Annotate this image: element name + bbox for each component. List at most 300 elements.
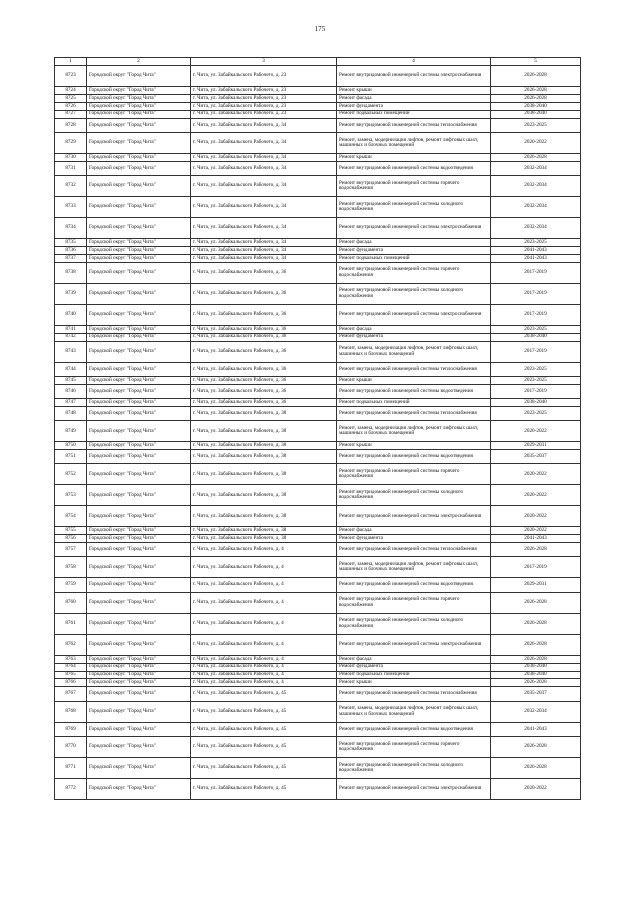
- period-cell: 2026-2028: [491, 592, 581, 613]
- municipality-cell: Городской округ "Город Чита": [87, 592, 191, 613]
- period-cell: 2035-2037: [491, 450, 581, 464]
- row-number: 8728: [55, 118, 87, 132]
- period-cell: 2017-2019: [491, 304, 581, 325]
- municipality-cell: Городской округ "Город Чита": [87, 132, 191, 153]
- works-table: [54, 57, 581, 800]
- work-type-cell: Ремонт фундамента: [337, 246, 491, 254]
- address-cell: г. Чита, ул. Забайкальского Рабочего, д. 36: [191, 384, 337, 398]
- municipality-cell: Городской округ "Город Чита": [87, 376, 191, 384]
- table-row: [55, 66, 581, 87]
- municipality-cell: Городской округ "Город Чита": [87, 464, 191, 485]
- row-number: 8772: [55, 778, 87, 799]
- municipality-cell: Городской округ "Город Чита": [87, 671, 191, 679]
- table-row: [55, 218, 581, 239]
- row-number: 8730: [55, 153, 87, 161]
- row-number: 8769: [55, 722, 87, 736]
- row-number: 8746: [55, 384, 87, 398]
- table-row: [55, 262, 581, 283]
- row-number: 8739: [55, 283, 87, 304]
- row-number: 8765: [55, 671, 87, 679]
- municipality-cell: Городской округ "Город Чита": [87, 687, 191, 701]
- row-number: 8731: [55, 161, 87, 175]
- period-cell: 2026-2028: [491, 66, 581, 87]
- period-cell: 2026-2028: [491, 655, 581, 663]
- table-row: [55, 722, 581, 736]
- table-row: [55, 283, 581, 304]
- table-row: [55, 687, 581, 701]
- period-cell: 2026-2028: [491, 94, 581, 102]
- period-cell: 2023-2025: [491, 325, 581, 333]
- work-type-cell: Ремонт внутридомовой инженерной системы электроснабжения: [337, 218, 491, 239]
- address-cell: г. Чита, ул. Забайкальского Рабочего, д. 38: [191, 506, 337, 527]
- address-cell: г. Чита, ул. Забайкальского Рабочего, д. 38: [191, 485, 337, 506]
- address-cell: г. Чита, ул. Забайкальского Рабочего, д. 45: [191, 736, 337, 757]
- work-type-cell: Ремонт внутридомовой инженерной системы горячего водоснабжения: [337, 736, 491, 757]
- work-type-cell: Ремонт, замена, модернизация лифтов, ремонт лифтовых шахт, машинных и блочных помещений: [337, 132, 491, 153]
- municipality-cell: Городской округ "Город Чита": [87, 362, 191, 376]
- period-cell: 2041-2043: [491, 722, 581, 736]
- address-cell: г. Чита, ул. Забайкальского Рабочего, д. 36: [191, 398, 337, 406]
- table-row: [55, 333, 581, 341]
- table-row: [55, 362, 581, 376]
- row-number: 8743: [55, 341, 87, 362]
- row-number: 8759: [55, 578, 87, 592]
- municipality-cell: Городской округ "Город Чита": [87, 613, 191, 634]
- municipality-cell: Городской округ "Город Чита": [87, 722, 191, 736]
- municipality-cell: Городской округ "Город Чита": [87, 153, 191, 161]
- table-row: [55, 376, 581, 384]
- address-cell: г. Чита, ул. Забайкальского Рабочего, д. 36: [191, 362, 337, 376]
- row-number: 8740: [55, 304, 87, 325]
- row-number: 8729: [55, 132, 87, 153]
- address-cell: г. Чита, ул. Забайкальского Рабочего, д. 4: [191, 613, 337, 634]
- work-type-cell: Ремонт крыши: [337, 376, 491, 384]
- municipality-cell: Городской округ "Город Чита": [87, 384, 191, 398]
- municipality-cell: Городской округ "Город Чита": [87, 442, 191, 450]
- page-number: 175: [314, 25, 326, 33]
- work-type-cell: Ремонт внутридомовой инженерной системы горячего водоснабжения: [337, 464, 491, 485]
- period-cell: 2026-2028: [491, 87, 581, 95]
- row-number: 8727: [55, 110, 87, 118]
- address-cell: г. Чита, ул. Забайкальского Рабочего, д. 4: [191, 634, 337, 655]
- row-number: 8723: [55, 66, 87, 87]
- address-cell: г. Чита, ул. Забайкальского Рабочего, д. 4: [191, 679, 337, 687]
- municipality-cell: Городской округ "Город Чита": [87, 450, 191, 464]
- period-cell: 2023-2025: [491, 118, 581, 132]
- table-row: [55, 398, 581, 406]
- address-cell: г. Чита, ул. Забайкальского Рабочего, д. 36: [191, 304, 337, 325]
- municipality-cell: Городской округ "Город Чита": [87, 634, 191, 655]
- period-cell: 2023-2025: [491, 376, 581, 384]
- work-type-cell: Ремонт крыши: [337, 153, 491, 161]
- address-cell: г. Чита, ул. Забайкальского Рабочего, д. 34: [191, 161, 337, 175]
- row-number: 8725: [55, 94, 87, 102]
- table-row: [55, 778, 581, 799]
- period-cell: 2032-2034: [491, 701, 581, 722]
- row-number: 8750: [55, 442, 87, 450]
- table-row: [55, 613, 581, 634]
- table-row: [55, 176, 581, 197]
- municipality-cell: Городской округ "Город Чита": [87, 578, 191, 592]
- work-type-cell: Ремонт фундамента: [337, 663, 491, 671]
- period-cell: 2023-2025: [491, 362, 581, 376]
- municipality-cell: Городской округ "Город Чита": [87, 102, 191, 110]
- address-cell: г. Чита, ул. Забайкальского Рабочего, д. 45: [191, 722, 337, 736]
- period-cell: 2026-2028: [491, 679, 581, 687]
- period-cell: 2026-2028: [491, 757, 581, 778]
- address-cell: г. Чита, ул. Забайкальского Рабочего, д. 45: [191, 757, 337, 778]
- work-type-cell: Ремонт внутридомовой инженерной системы теплоснабжения: [337, 118, 491, 132]
- table-row: [55, 161, 581, 175]
- period-cell: 2017-2019: [491, 341, 581, 362]
- address-cell: г. Чита, ул. Забайкальского Рабочего, д. 45: [191, 778, 337, 799]
- period-cell: 2017-2019: [491, 384, 581, 398]
- row-number: 8726: [55, 102, 87, 110]
- row-number: 8771: [55, 757, 87, 778]
- work-type-cell: Ремонт крыши: [337, 87, 491, 95]
- work-type-cell: Ремонт внутридомовой инженерной системы теплоснабжения: [337, 543, 491, 557]
- work-type-cell: Ремонт, замена, модернизация лифтов, ремонт лифтовых шахт, машинных и блочных помещений: [337, 421, 491, 442]
- period-cell: 2038-2040: [491, 663, 581, 671]
- period-cell: 2038-2040: [491, 398, 581, 406]
- municipality-cell: Городской округ "Город Чита": [87, 246, 191, 254]
- work-type-cell: Ремонт фундамента: [337, 535, 491, 543]
- table-row: [55, 304, 581, 325]
- header-col-2: 2: [87, 58, 191, 66]
- municipality-cell: Городской округ "Город Чита": [87, 197, 191, 218]
- address-cell: г. Чита, ул. Забайкальского Рабочего, д. 38: [191, 535, 337, 543]
- table-row: [55, 197, 581, 218]
- table-row: [55, 406, 581, 420]
- municipality-cell: Городской округ "Город Чита": [87, 283, 191, 304]
- row-number: 8747: [55, 398, 87, 406]
- address-cell: г. Чита, ул. Забайкальского Рабочего, д. 38: [191, 527, 337, 535]
- period-cell: 2026-2028: [491, 613, 581, 634]
- row-number: 8732: [55, 176, 87, 197]
- municipality-cell: Городской округ "Город Чита": [87, 543, 191, 557]
- table-row: [55, 239, 581, 247]
- table-row: [55, 464, 581, 485]
- row-number: 8751: [55, 450, 87, 464]
- period-cell: 2032-2034: [491, 161, 581, 175]
- row-number: 8744: [55, 362, 87, 376]
- period-cell: 2026-2028: [491, 153, 581, 161]
- address-cell: г. Чита, ул. Забайкальского Рабочего, д. 34: [191, 218, 337, 239]
- work-type-cell: Ремонт внутридомовой инженерной системы водоотведения: [337, 384, 491, 398]
- table-row: [55, 384, 581, 398]
- work-type-cell: Ремонт, замена, модернизация лифтов, ремонт лифтовых шахт, машинных и блочных помещений: [337, 341, 491, 362]
- row-number: 8763: [55, 655, 87, 663]
- work-type-cell: Ремонт внутридомовой инженерной системы теплоснабжения: [337, 406, 491, 420]
- period-cell: 2038-2040: [491, 102, 581, 110]
- municipality-cell: Городской округ "Город Чита": [87, 701, 191, 722]
- row-number: 8737: [55, 254, 87, 262]
- table-header-row: [55, 58, 581, 66]
- row-number: 8764: [55, 663, 87, 671]
- municipality-cell: Городской округ "Город Чита": [87, 325, 191, 333]
- row-number: 8733: [55, 197, 87, 218]
- municipality-cell: Городской округ "Город Чита": [87, 341, 191, 362]
- row-number: 8749: [55, 421, 87, 442]
- table-row: [55, 578, 581, 592]
- table-row: [55, 671, 581, 679]
- municipality-cell: Городской округ "Город Чита": [87, 239, 191, 247]
- row-number: 8757: [55, 543, 87, 557]
- period-cell: 2020-2022: [491, 132, 581, 153]
- work-type-cell: Ремонт внутридомовой инженерной системы электроснабжения: [337, 634, 491, 655]
- period-cell: 2020-2022: [491, 506, 581, 527]
- municipality-cell: Городской округ "Город Чита": [87, 757, 191, 778]
- address-cell: г. Чита, ул. Забайкальского Рабочего, д. 36: [191, 262, 337, 283]
- address-cell: г. Чита, ул. Забайкальского Рабочего, д. 36: [191, 333, 337, 341]
- municipality-cell: Городской округ "Город Чита": [87, 218, 191, 239]
- row-number: 8745: [55, 376, 87, 384]
- period-cell: 2029-2031: [491, 578, 581, 592]
- municipality-cell: Городской округ "Город Чита": [87, 110, 191, 118]
- work-type-cell: Ремонт внутридомовой инженерной системы электроснабжения: [337, 506, 491, 527]
- header-col-1: 1: [55, 58, 87, 66]
- table-row: [55, 442, 581, 450]
- row-number: 8768: [55, 701, 87, 722]
- municipality-cell: Городской округ "Город Чита": [87, 655, 191, 663]
- row-number: 8762: [55, 634, 87, 655]
- table-row: [55, 87, 581, 95]
- table-row: [55, 132, 581, 153]
- period-cell: 2017-2019: [491, 557, 581, 578]
- work-type-cell: Ремонт фасада: [337, 94, 491, 102]
- address-cell: г. Чита, ул. Забайкальского Рабочего, д. 23: [191, 110, 337, 118]
- row-number: 8742: [55, 333, 87, 341]
- period-cell: 2017-2019: [491, 283, 581, 304]
- row-number: 8766: [55, 679, 87, 687]
- table-row: [55, 634, 581, 655]
- row-number: 8767: [55, 687, 87, 701]
- work-type-cell: Ремонт внутридомовой инженерной системы холодного водоснабжения: [337, 283, 491, 304]
- work-type-cell: Ремонт крыши: [337, 442, 491, 450]
- municipality-cell: Городской округ "Город Чита": [87, 736, 191, 757]
- period-cell: 2020-2022: [491, 527, 581, 535]
- period-cell: 2020-2022: [491, 464, 581, 485]
- municipality-cell: Городской округ "Город Чита": [87, 398, 191, 406]
- table-row: [55, 543, 581, 557]
- address-cell: г. Чита, ул. Забайкальского Рабочего, д. 34: [191, 153, 337, 161]
- address-cell: г. Чита, ул. Забайкальского Рабочего, д. 34: [191, 239, 337, 247]
- work-type-cell: Ремонт внутридомовой инженерной системы электроснабжения: [337, 304, 491, 325]
- table-row: [55, 485, 581, 506]
- table-row: [55, 757, 581, 778]
- period-cell: 2026-2028: [491, 543, 581, 557]
- municipality-cell: Городской округ "Город Чита": [87, 663, 191, 671]
- address-cell: г. Чита, ул. Забайкальского Рабочего, д. 23: [191, 66, 337, 87]
- table-row: [55, 535, 581, 543]
- address-cell: г. Чита, ул. Забайкальского Рабочего, д. 34: [191, 118, 337, 132]
- row-number: 8734: [55, 218, 87, 239]
- row-number: 8756: [55, 535, 87, 543]
- table-row: [55, 325, 581, 333]
- address-cell: г. Чита, ул. Забайкальского Рабочего, д. 34: [191, 197, 337, 218]
- period-cell: 2041-2043: [491, 254, 581, 262]
- period-cell: 2023-2025: [491, 406, 581, 420]
- period-cell: 2041-2043: [491, 535, 581, 543]
- address-cell: г. Чита, ул. Забайкальского Рабочего, д. 4: [191, 655, 337, 663]
- row-number: 8741: [55, 325, 87, 333]
- address-cell: г. Чита, ул. Забайкальского Рабочего, д. 4: [191, 543, 337, 557]
- period-cell: 2026-2028: [491, 736, 581, 757]
- row-number: 8752: [55, 464, 87, 485]
- row-number: 8724: [55, 87, 87, 95]
- table-row: [55, 592, 581, 613]
- address-cell: г. Чита, ул. Забайкальского Рабочего, д. 38: [191, 406, 337, 420]
- municipality-cell: Городской округ "Город Чита": [87, 557, 191, 578]
- work-type-cell: Ремонт внутридомовой инженерной системы водоотведения: [337, 578, 491, 592]
- address-cell: г. Чита, ул. Забайкальского Рабочего, д. 36: [191, 376, 337, 384]
- period-cell: 2020-2022: [491, 778, 581, 799]
- row-number: 8736: [55, 246, 87, 254]
- period-cell: 2038-2040: [491, 110, 581, 118]
- address-cell: г. Чита, ул. Забайкальского Рабочего, д. 36: [191, 283, 337, 304]
- period-cell: 2017-2019: [491, 262, 581, 283]
- address-cell: г. Чита, ул. Забайкальского Рабочего, д. 34: [191, 132, 337, 153]
- period-cell: 2023-2025: [491, 239, 581, 247]
- address-cell: г. Чита, ул. Забайкальского Рабочего, д. 23: [191, 94, 337, 102]
- period-cell: 2032-2034: [491, 176, 581, 197]
- row-number: 8735: [55, 239, 87, 247]
- table-row: [55, 527, 581, 535]
- table-row: [55, 102, 581, 110]
- table-row: [55, 663, 581, 671]
- period-cell: 2029-2031: [491, 442, 581, 450]
- municipality-cell: Городской округ "Город Чита": [87, 679, 191, 687]
- address-cell: г. Чита, ул. Забайкальского Рабочего, д. 23: [191, 102, 337, 110]
- period-cell: 2035-2037: [491, 687, 581, 701]
- work-type-cell: Ремонт внутридомовой инженерной системы холодного водоснабжения: [337, 197, 491, 218]
- work-type-cell: Ремонт внутридомовой инженерной системы горячего водоснабжения: [337, 262, 491, 283]
- municipality-cell: Городской округ "Город Чита": [87, 421, 191, 442]
- address-cell: г. Чита, ул. Забайкальского Рабочего, д. 38: [191, 450, 337, 464]
- municipality-cell: Городской округ "Город Чита": [87, 94, 191, 102]
- row-number: 8760: [55, 592, 87, 613]
- municipality-cell: Городской округ "Город Чита": [87, 87, 191, 95]
- work-type-cell: Ремонт, замена, модернизация лифтов, ремонт лифтовых шахт, машинных и блочных помещений: [337, 701, 491, 722]
- work-type-cell: Ремонт фасада: [337, 239, 491, 247]
- period-cell: 2038-2040: [491, 333, 581, 341]
- table-row: [55, 94, 581, 102]
- work-type-cell: Ремонт подвальных помещений: [337, 671, 491, 679]
- row-number: 8754: [55, 506, 87, 527]
- municipality-cell: Городской округ "Город Чита": [87, 254, 191, 262]
- address-cell: г. Чита, ул. Забайкальского Рабочего, д. 4: [191, 578, 337, 592]
- municipality-cell: Городской округ "Город Чита": [87, 304, 191, 325]
- municipality-cell: Городской округ "Город Чита": [87, 333, 191, 341]
- period-cell: 2020-2022: [491, 485, 581, 506]
- period-cell: 2020-2022: [491, 421, 581, 442]
- work-type-cell: Ремонт внутридомовой инженерной системы электроснабжения: [337, 778, 491, 799]
- work-type-cell: Ремонт внутридомовой инженерной системы холодного водоснабжения: [337, 485, 491, 506]
- address-cell: г. Чита, ул. Забайкальского Рабочего, д. 38: [191, 464, 337, 485]
- address-cell: г. Чита, ул. Забайкальского Рабочего, д. 4: [191, 663, 337, 671]
- address-cell: г. Чита, ул. Забайкальского Рабочего, д. 34: [191, 246, 337, 254]
- period-cell: 2026-2028: [491, 634, 581, 655]
- work-type-cell: Ремонт внутридомовой инженерной системы водоотведения: [337, 161, 491, 175]
- municipality-cell: Городской округ "Город Чита": [87, 535, 191, 543]
- municipality-cell: Городской округ "Город Чита": [87, 66, 191, 87]
- address-cell: г. Чита, ул. Забайкальского Рабочего, д. 34: [191, 176, 337, 197]
- address-cell: г. Чита, ул. Забайкальского Рабочего, д. 4: [191, 557, 337, 578]
- table-row: [55, 655, 581, 663]
- table-row: [55, 118, 581, 132]
- address-cell: г. Чита, ул. Забайкальского Рабочего, д. 34: [191, 254, 337, 262]
- row-number: 8738: [55, 262, 87, 283]
- work-type-cell: Ремонт фасада: [337, 527, 491, 535]
- work-type-cell: Ремонт внутридомовой инженерной системы горячего водоснабжения: [337, 592, 491, 613]
- municipality-cell: Городской округ "Город Чита": [87, 262, 191, 283]
- table-row: [55, 341, 581, 362]
- address-cell: г. Чита, ул. Забайкальского Рабочего, д. 23: [191, 87, 337, 95]
- row-number: 8761: [55, 613, 87, 634]
- header-col-5: 5: [491, 58, 581, 66]
- work-type-cell: Ремонт фасада: [337, 325, 491, 333]
- row-number: 8748: [55, 406, 87, 420]
- work-type-cell: Ремонт фундамента: [337, 333, 491, 341]
- work-type-cell: Ремонт внутридомовой инженерной системы водоотведения: [337, 450, 491, 464]
- table-row: [55, 153, 581, 161]
- period-cell: 2032-2034: [491, 197, 581, 218]
- address-cell: г. Чита, ул. Забайкальского Рабочего, д. 38: [191, 421, 337, 442]
- period-cell: 2032-2034: [491, 218, 581, 239]
- work-type-cell: Ремонт внутридомовой инженерной системы электроснабжения: [337, 66, 491, 87]
- address-cell: г. Чита, ул. Забайкальского Рабочего, д. 4: [191, 671, 337, 679]
- address-cell: г. Чита, ул. Забайкальского Рабочего, д. 45: [191, 687, 337, 701]
- municipality-cell: Городской округ "Город Чита": [87, 527, 191, 535]
- table-row: [55, 506, 581, 527]
- table-row: [55, 421, 581, 442]
- municipality-cell: Городской округ "Город Чита": [87, 485, 191, 506]
- period-cell: 2038-2040: [491, 671, 581, 679]
- address-cell: г. Чита, ул. Забайкальского Рабочего, д. 36: [191, 341, 337, 362]
- table-row: [55, 450, 581, 464]
- row-number: 8755: [55, 527, 87, 535]
- address-cell: г. Чита, ул. Забайкальского Рабочего, д. 4: [191, 592, 337, 613]
- municipality-cell: Городской округ "Город Чита": [87, 118, 191, 132]
- municipality-cell: Городской округ "Город Чита": [87, 406, 191, 420]
- row-number: 8753: [55, 485, 87, 506]
- header-col-4: 4: [337, 58, 491, 66]
- work-type-cell: Ремонт внутридомовой инженерной системы водоотведения: [337, 722, 491, 736]
- work-type-cell: Ремонт подвальных помещений: [337, 254, 491, 262]
- work-type-cell: Ремонт внутридомовой инженерной системы теплоснабжения: [337, 362, 491, 376]
- period-cell: 2041-2043: [491, 246, 581, 254]
- table-row: [55, 110, 581, 118]
- table-row: [55, 254, 581, 262]
- municipality-cell: Городской округ "Город Чита": [87, 506, 191, 527]
- address-cell: г. Чита, ул. Забайкальского Рабочего, д. 38: [191, 442, 337, 450]
- work-type-cell: Ремонт крыши: [337, 679, 491, 687]
- municipality-cell: Городской округ "Город Чита": [87, 778, 191, 799]
- work-type-cell: Ремонт фундамента: [337, 102, 491, 110]
- municipality-cell: Городской округ "Город Чита": [87, 176, 191, 197]
- table-row: [55, 557, 581, 578]
- work-type-cell: Ремонт, замена, модернизация лифтов, ремонт лифтовых шахт, машинных и блочных помещений: [337, 557, 491, 578]
- table-row: [55, 736, 581, 757]
- table-row: [55, 679, 581, 687]
- work-type-cell: Ремонт внутридомовой инженерной системы холодного водоснабжения: [337, 757, 491, 778]
- work-type-cell: Ремонт подвальных помещений: [337, 110, 491, 118]
- work-type-cell: Ремонт подвальных помещений: [337, 398, 491, 406]
- work-type-cell: Ремонт внутридомовой инженерной системы теплоснабжения: [337, 687, 491, 701]
- work-type-cell: Ремонт внутридомовой инженерной системы холодного водоснабжения: [337, 613, 491, 634]
- work-type-cell: Ремонт внутридомовой инженерной системы горячего водоснабжения: [337, 176, 491, 197]
- address-cell: г. Чита, ул. Забайкальского Рабочего, д. 36: [191, 325, 337, 333]
